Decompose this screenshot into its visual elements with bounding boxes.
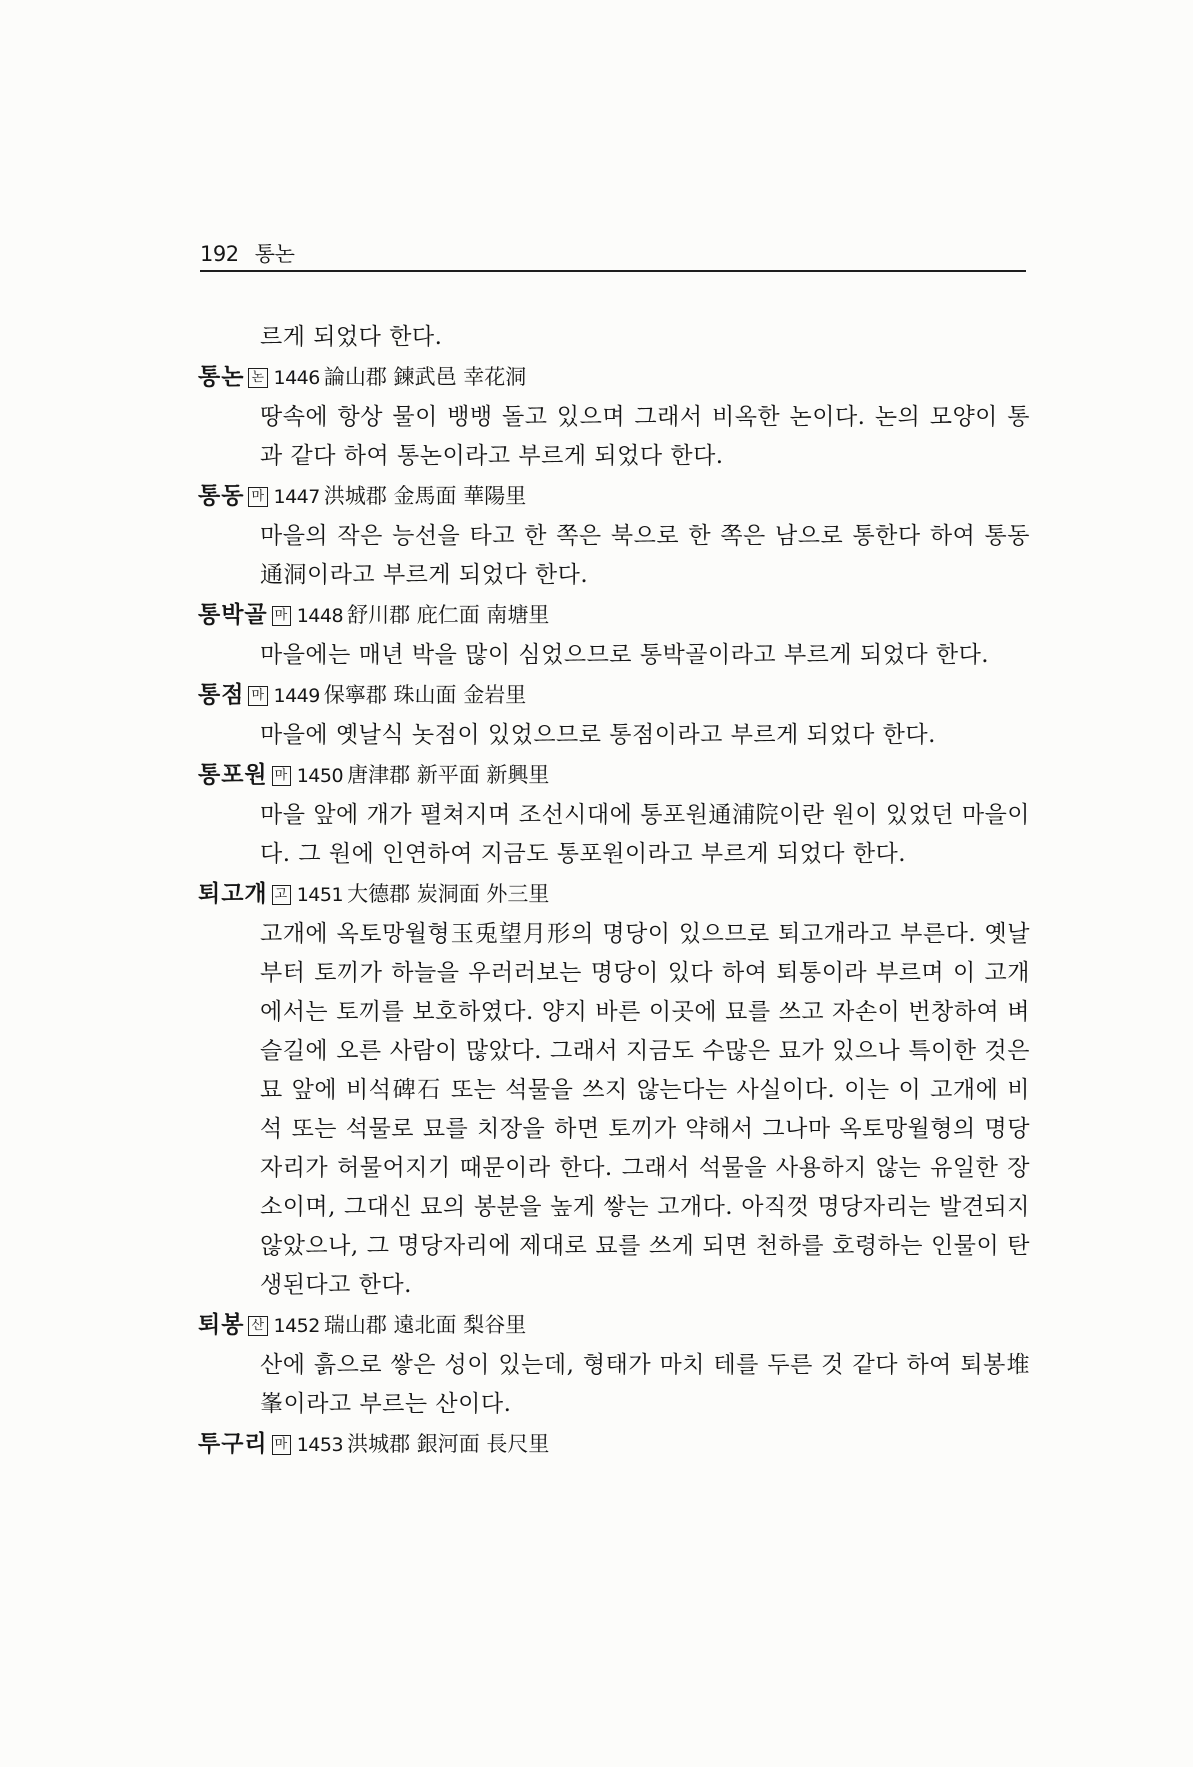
type-mark-box: 마 [248, 487, 267, 507]
entry-word: 퇴봉 [198, 1311, 245, 1338]
entry-location: 唐津郡 新平面 新興里 [347, 763, 550, 787]
entry-1453 [198, 1424, 1030, 1465]
entry-word: 퇴고개 [198, 880, 268, 907]
entry-text: 마을 앞에 개가 펼쳐지며 조선시대에 통포원通浦院이란 원이 있었던 마을이다. 그 원에 인연하여 지금도 통포원이라고 부르게 되었다 한다. [260, 802, 1030, 867]
entry-word: 통논 [198, 363, 245, 390]
type-mark-box: 고 [272, 885, 291, 905]
running-title: 통논 [254, 242, 295, 266]
entry-number: 1452 [273, 1315, 320, 1337]
entry-number: 1450 [296, 765, 344, 787]
entry-number: 1447 [273, 486, 320, 508]
page-number: 192 [200, 242, 239, 266]
entry-number: 1448 [296, 605, 344, 627]
entry-location: 大德郡 炭洞面 外三里 [347, 882, 550, 906]
type-mark-box: 산 [248, 1316, 267, 1336]
entry-location: 瑞山郡 遠北面 梨谷里 [323, 1313, 527, 1337]
entry-text: 마을의 작은 능선을 타고 한 쪽은 북으로 한 쪽은 남으로 통한다 하여 통동通洞이라고 부르게 되었다 한다. [260, 523, 1030, 588]
entry-text: 마을에 옛날식 놋점이 있었으므로 통점이라고 부르게 되었다 한다. [260, 722, 936, 748]
entry-word: 통점 [198, 681, 245, 708]
entry-location: 舒川郡 庇仁面 南塘里 [347, 603, 550, 627]
entry-1449 [198, 675, 1030, 755]
entry-text: 산에 흙으로 쌓은 성이 있는데, 형태가 마치 테를 두른 것 같다 하여 퇴봉堆峯이라고 부르는 산이다. [260, 1352, 1030, 1417]
entry-heading [198, 476, 1030, 517]
entry-heading [198, 1305, 1030, 1346]
entry-heading [198, 595, 1030, 636]
entry-1452 [198, 1305, 1030, 1424]
type-mark-box: 논 [248, 368, 267, 388]
continuation-text: 르게 되었다 한다. [260, 324, 443, 350]
entry-number: 1449 [273, 685, 320, 707]
entry-text: 땅속에 항상 물이 뱅뱅 돌고 있으며 그래서 비옥한 논이다. 논의 모양이 통과 같다 하여 통논이라고 부르게 되었다 한다. [260, 404, 1030, 469]
entry-1451 [198, 874, 1030, 1305]
entry-1447 [198, 476, 1030, 595]
entry-heading [198, 874, 1030, 915]
entry-text: 고개에 옥토망월형玉兎望月形의 명당이 있으므로 퇴고개라고 부른다. 옛날부터 토끼가 하늘을 우러러보는 명당이 있다 하여 퇴통이라 부르며 이 고개에서는 토끼를 보호하였다. 양지 바른 이곳에 묘를 쓰고 자손이 번창하여 벼슬길에 오른 사람이 많았다. 그래서 지금도 수많은 묘가 있으나 특이한 것은 묘 앞에 비석碑石 또는 석물을 쓰지 않는다는 사실이다. 이는 이 고개에 비석 또는 석물로 묘를 치장을 하면 토끼가 약해서 그나마 옥토망월형의 명당자리가 허물어지기 때문이라 한다. 그래서 석물을 사용하지 않는 유일한 장소이며, 그대신 묘의 봉분을 높게 쌓는 고개다. 아직껏 명당자리는 발견되지 않았으나, 그 명당자리에 제대로 묘를 쓰게 되면 천하를 호령하는 인물이 탄생된다고 한다. [260, 921, 1030, 1298]
entry-word: 통동 [198, 482, 245, 509]
running-header [200, 238, 1026, 274]
type-mark-box: 마 [272, 606, 291, 626]
entry-1450 [198, 755, 1030, 874]
entry-heading [198, 755, 1030, 796]
entry-location: 洪城郡 銀河面 長尺里 [347, 1432, 550, 1456]
entry-word: 통박골 [198, 601, 268, 628]
entry-location: 洪城郡 金馬面 華陽里 [323, 484, 527, 508]
entry-1448 [198, 595, 1030, 675]
type-mark-box: 마 [248, 686, 267, 706]
entry-location: 保寧郡 珠山面 金岩里 [323, 683, 527, 707]
entry-location: 論山郡 鍊武邑 幸花洞 [323, 365, 527, 389]
entry-number: 1451 [296, 884, 344, 906]
type-mark-box: 마 [272, 766, 291, 786]
entry-number: 1453 [296, 1434, 344, 1456]
entry-heading [198, 357, 1030, 398]
type-mark-box: 마 [272, 1435, 291, 1455]
entry-heading [198, 675, 1030, 716]
entry-word: 통포원 [198, 761, 268, 788]
entry-number: 1446 [273, 367, 320, 389]
entries-body [198, 318, 1030, 1465]
entry-text: 마을에는 매년 박을 많이 심었으므로 통박골이라고 부르게 되었다 한다. [260, 642, 990, 668]
entry-heading [198, 1424, 1030, 1465]
header-rule [200, 270, 1026, 272]
entry-1446 [198, 357, 1030, 476]
entry-word: 투구리 [198, 1430, 268, 1457]
